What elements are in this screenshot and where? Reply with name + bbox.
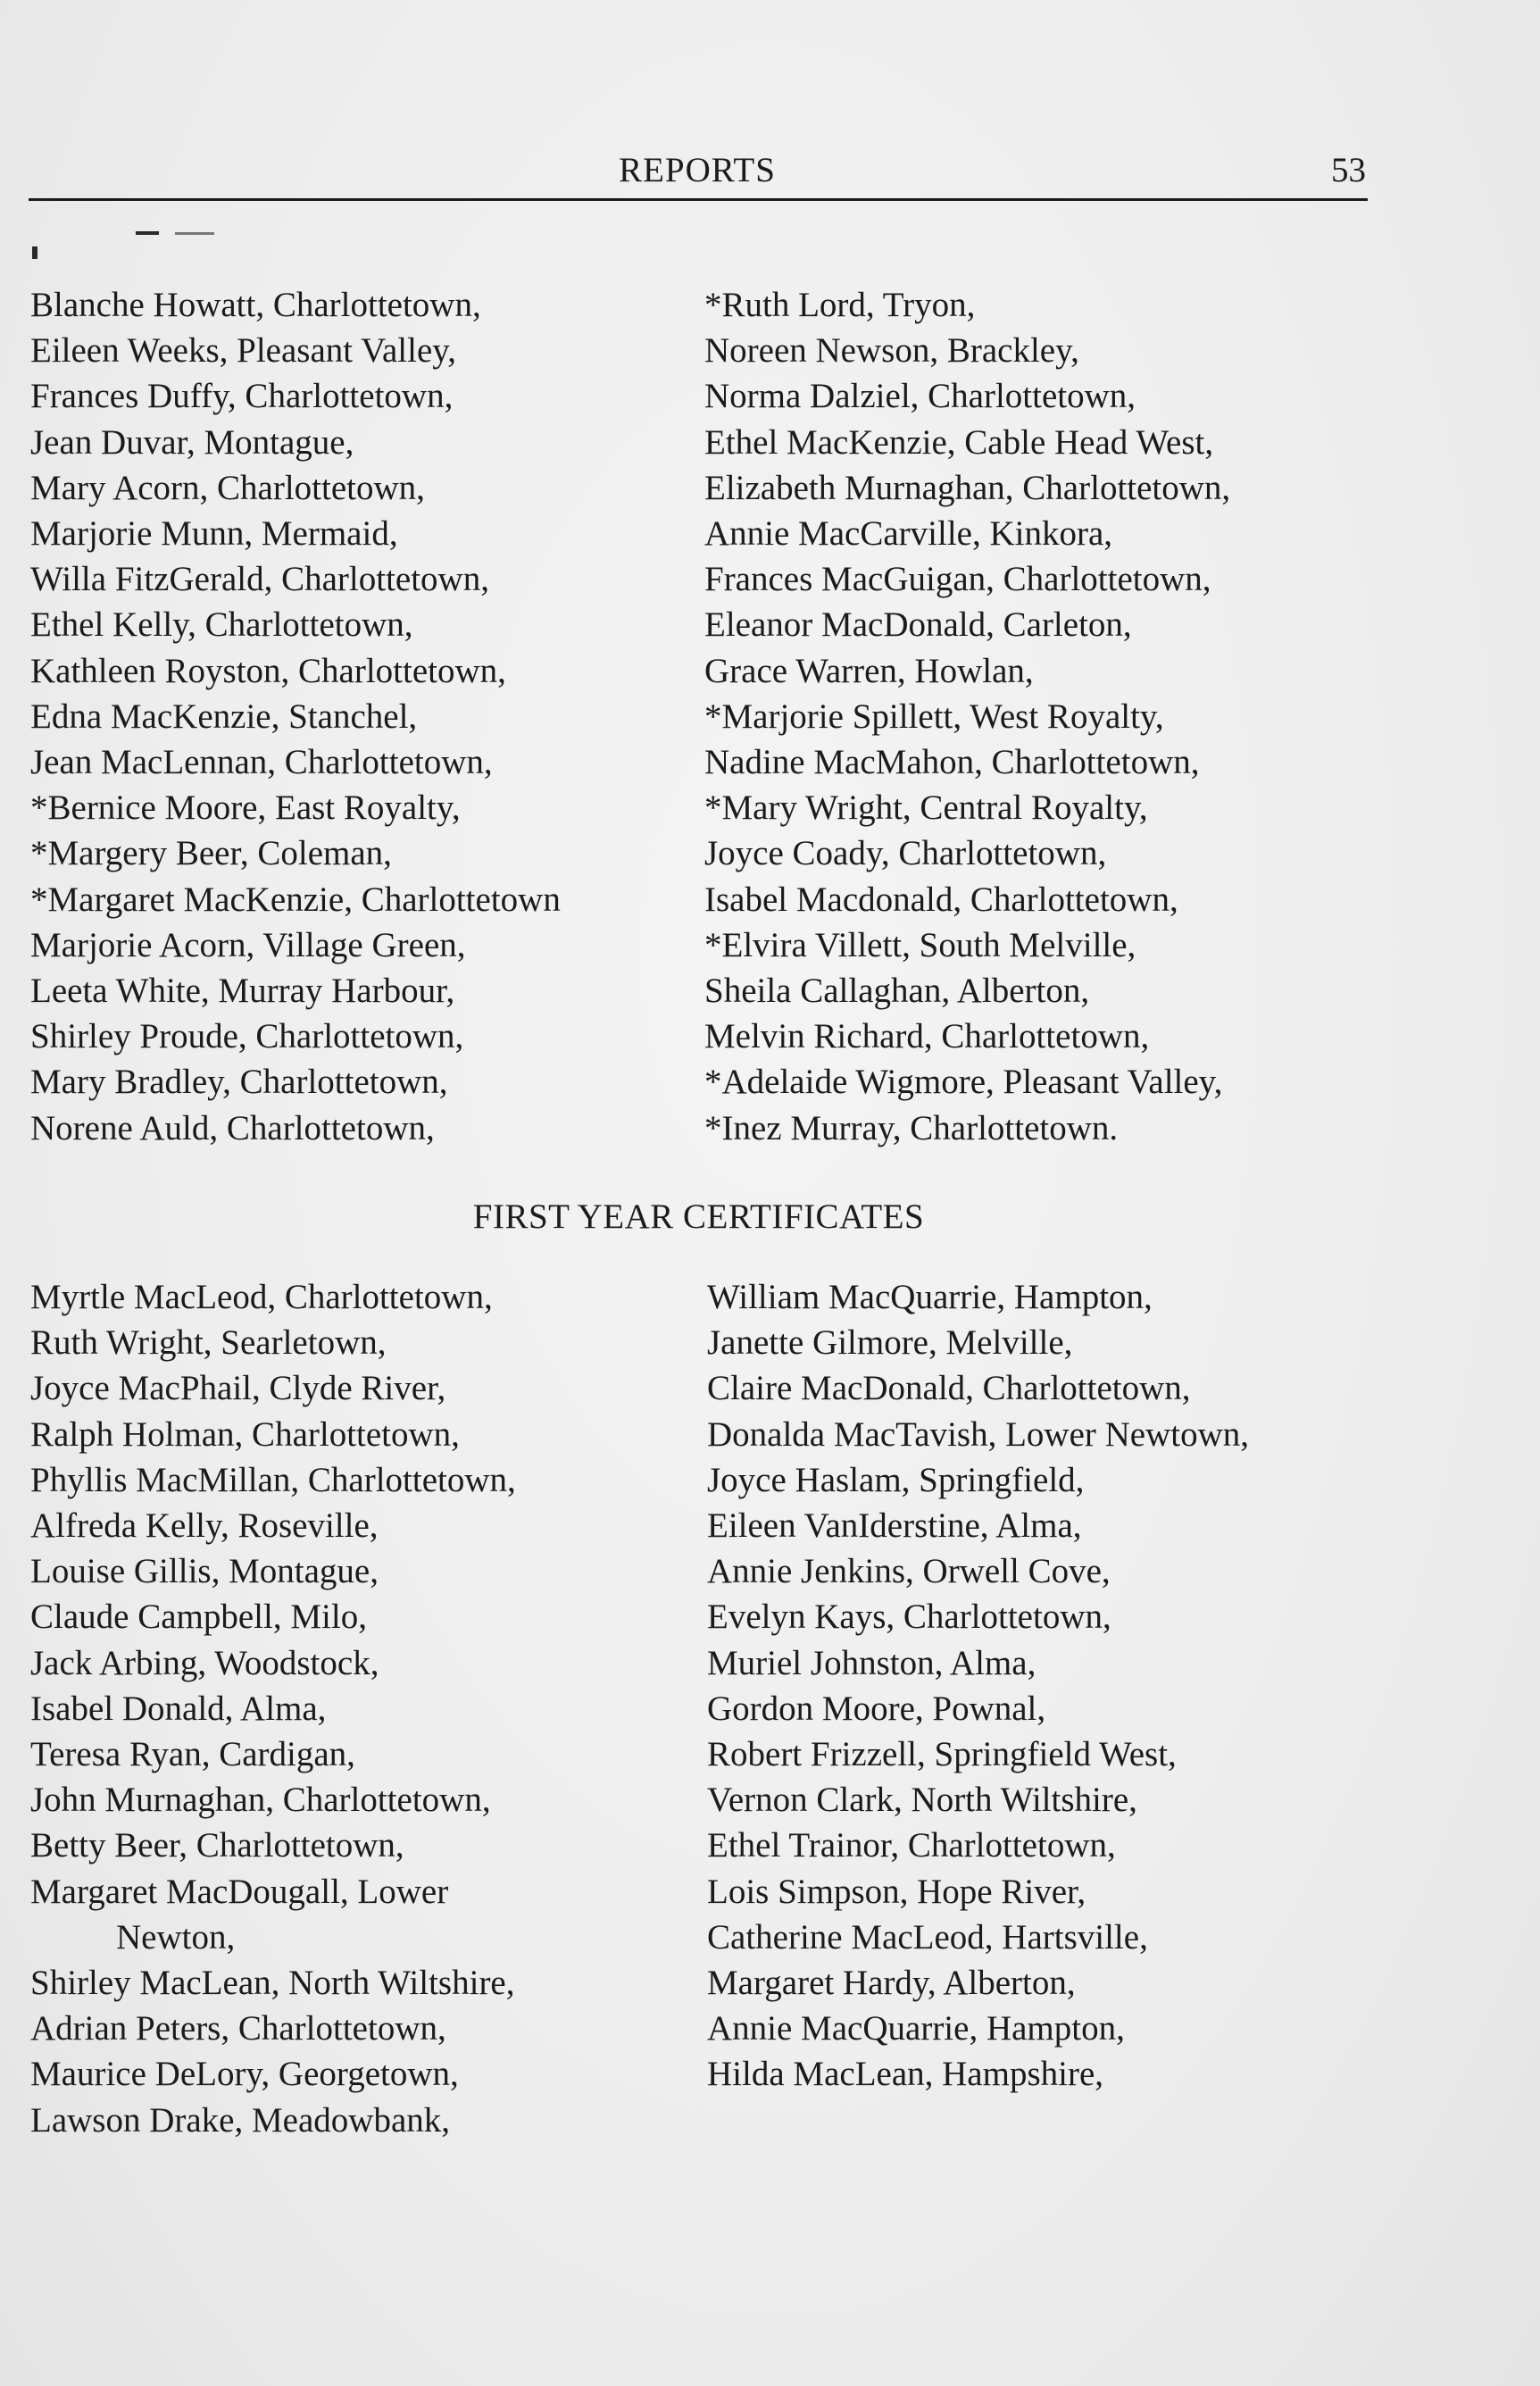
list-item: Frances MacGuigan, Charlottetown, xyxy=(704,560,1211,599)
section1-left-column xyxy=(30,282,561,1151)
list-item: Louise Gillis, Montague, xyxy=(30,1552,379,1591)
list-item: *Ruth Lord, Tryon, xyxy=(704,286,976,324)
list-item: Lawson Drake, Meadowbank, xyxy=(30,2100,451,2140)
list-item: Janette Gilmore, Melville, xyxy=(707,1323,1073,1363)
list-item: Willa FitzGerald, Charlottetown, xyxy=(30,560,489,599)
list-item: Ralph Holman, Charlottetown, xyxy=(30,1414,460,1454)
list-item: William MacQuarrie, Hampton, xyxy=(707,1278,1153,1316)
list-item: Melvin Richard, Charlottetown, xyxy=(704,1017,1150,1056)
section1-right-column xyxy=(704,282,1230,1151)
list-item: Eleanor MacDonald, Carleton, xyxy=(704,605,1132,645)
list-item: Margaret Hardy, Alberton, xyxy=(707,1964,1076,2003)
list-item: Jean Duvar, Montague, xyxy=(30,422,354,462)
list-item: Jean MacLennan, Charlottetown, xyxy=(30,743,493,782)
page-number: 53 xyxy=(1331,151,1366,189)
list-item: Marjorie Acorn, Village Green, xyxy=(30,925,466,964)
list-item: *Bernice Moore, East Royalty, xyxy=(30,788,461,828)
list-item: Mary Bradley, Charlottetown, xyxy=(30,1063,448,1102)
list-item: Gordon Moore, Pownal, xyxy=(707,1689,1046,1728)
list-item: *Marjorie Spillett, West Royalty, xyxy=(704,697,1164,736)
list-item: Vernon Clark, North Wiltshire, xyxy=(707,1781,1137,1820)
list-item: Joyce Coady, Charlottetown, xyxy=(704,834,1107,873)
list-item: Joyce MacPhail, Clyde River, xyxy=(30,1369,446,1408)
list-item: *Elvira Villett, South Melville, xyxy=(704,925,1136,964)
list-item: Muriel Johnston, Alma, xyxy=(707,1643,1036,1682)
list-item: Isabel Donald, Alma, xyxy=(30,1689,327,1728)
list-item: Noreen Newson, Brackley, xyxy=(704,331,1079,371)
list-item: Claude Campbell, Milo, xyxy=(30,1598,367,1637)
list-item: John Murnaghan, Charlottetown, xyxy=(30,1781,491,1820)
list-item: Shirley MacLean, North Wiltshire, xyxy=(30,1964,515,2003)
list-item: Kathleen Royston, Charlottetown, xyxy=(30,651,506,690)
list-item: Ethel MacKenzie, Cable Head West, xyxy=(704,422,1214,462)
section2-right-column xyxy=(707,1274,1249,2098)
list-item: Robert Frizzell, Springfield West, xyxy=(707,1735,1177,1774)
list-item: Sheila Callaghan, Alberton, xyxy=(704,972,1090,1011)
list-item: Frances Duffy, Charlottetown, xyxy=(30,377,454,416)
list-item: Claire MacDonald, Charlottetown, xyxy=(707,1369,1191,1408)
list-item: Annie MacCarville, Kinkora, xyxy=(704,514,1113,554)
list-item: Alfreda Kelly, Roseville, xyxy=(30,1506,379,1546)
list-item: Norene Auld, Charlottetown, xyxy=(30,1108,435,1147)
list-item: Blanche Howatt, Charlottetown, xyxy=(30,286,481,324)
list-item: *Adelaide Wigmore, Pleasant Valley, xyxy=(704,1063,1223,1102)
list-item: Marjorie Munn, Mermaid, xyxy=(30,514,398,554)
list-item: Norma Dalziel, Charlottetown, xyxy=(704,377,1136,416)
list-item: Grace Warren, Howlan, xyxy=(704,651,1034,690)
list-item: Newton, xyxy=(116,1917,236,1956)
list-item: Ruth Wright, Searletown, xyxy=(30,1323,387,1363)
list-item: Myrtle MacLeod, Charlottetown, xyxy=(30,1278,493,1316)
printing-mark xyxy=(175,232,214,235)
list-item: Jack Arbing, Woodstock, xyxy=(30,1643,379,1682)
list-item: Mary Acorn, Charlottetown, xyxy=(30,468,425,507)
list-item: Annie Jenkins, Orwell Cove, xyxy=(707,1552,1111,1591)
list-item: Shirley Proude, Charlottetown, xyxy=(30,1017,464,1056)
page-header xyxy=(29,143,1366,196)
list-item: Nadine MacMahon, Charlottetown, xyxy=(704,743,1200,782)
list-item: Lois Simpson, Hope River, xyxy=(707,1872,1086,1911)
list-item: Catherine MacLeod, Hartsville, xyxy=(707,1917,1148,1956)
list-item: Phyllis MacMillan, Charlottetown, xyxy=(30,1460,516,1499)
list-item: Joyce Haslam, Springfield, xyxy=(707,1460,1085,1499)
list-item: *Margaret MacKenzie, Charlottetown xyxy=(30,880,561,919)
running-head: REPORTS xyxy=(619,151,776,189)
list-item: Evelyn Kays, Charlottetown, xyxy=(707,1598,1111,1637)
list-item: Isabel Macdonald, Charlottetown, xyxy=(704,880,1178,919)
list-item: Maurice DeLory, Georgetown, xyxy=(30,2055,459,2094)
list-item: Leeta White, Murray Harbour, xyxy=(30,972,455,1011)
list-item: Margaret MacDougall, Lower xyxy=(30,1872,449,1911)
list-item: Donalda MacTavish, Lower Newtown, xyxy=(707,1414,1250,1454)
section-title: FIRST YEAR CERTIFICATES xyxy=(472,1197,925,1236)
list-item: Adrian Peters, Charlottetown, xyxy=(30,2009,446,2048)
list-item: Eileen Weeks, Pleasant Valley, xyxy=(30,331,457,371)
list-item: *Margery Beer, Coleman, xyxy=(30,834,392,873)
list-item: Teresa Ryan, Cardigan, xyxy=(30,1735,355,1774)
section2-left-column xyxy=(30,1274,516,2143)
list-item: Eileen VanIderstine, Alma, xyxy=(707,1506,1082,1546)
printing-mark xyxy=(136,231,159,235)
list-item: *Inez Murray, Charlottetown. xyxy=(704,1108,1119,1147)
list-item: Ethel Trainor, Charlottetown, xyxy=(707,1826,1116,1865)
printing-mark xyxy=(32,246,37,259)
header-rule xyxy=(29,198,1368,201)
list-item: *Mary Wright, Central Royalty, xyxy=(704,788,1148,828)
list-item: Betty Beer, Charlottetown, xyxy=(30,1826,404,1865)
list-item: Elizabeth Murnaghan, Charlottetown, xyxy=(704,468,1231,507)
list-item: Annie MacQuarrie, Hampton, xyxy=(707,2009,1125,2048)
list-item: Edna MacKenzie, Stanchel, xyxy=(30,697,418,736)
list-item: Hilda MacLean, Hampshire, xyxy=(707,2055,1104,2094)
list-item: Ethel Kelly, Charlottetown, xyxy=(30,605,413,645)
